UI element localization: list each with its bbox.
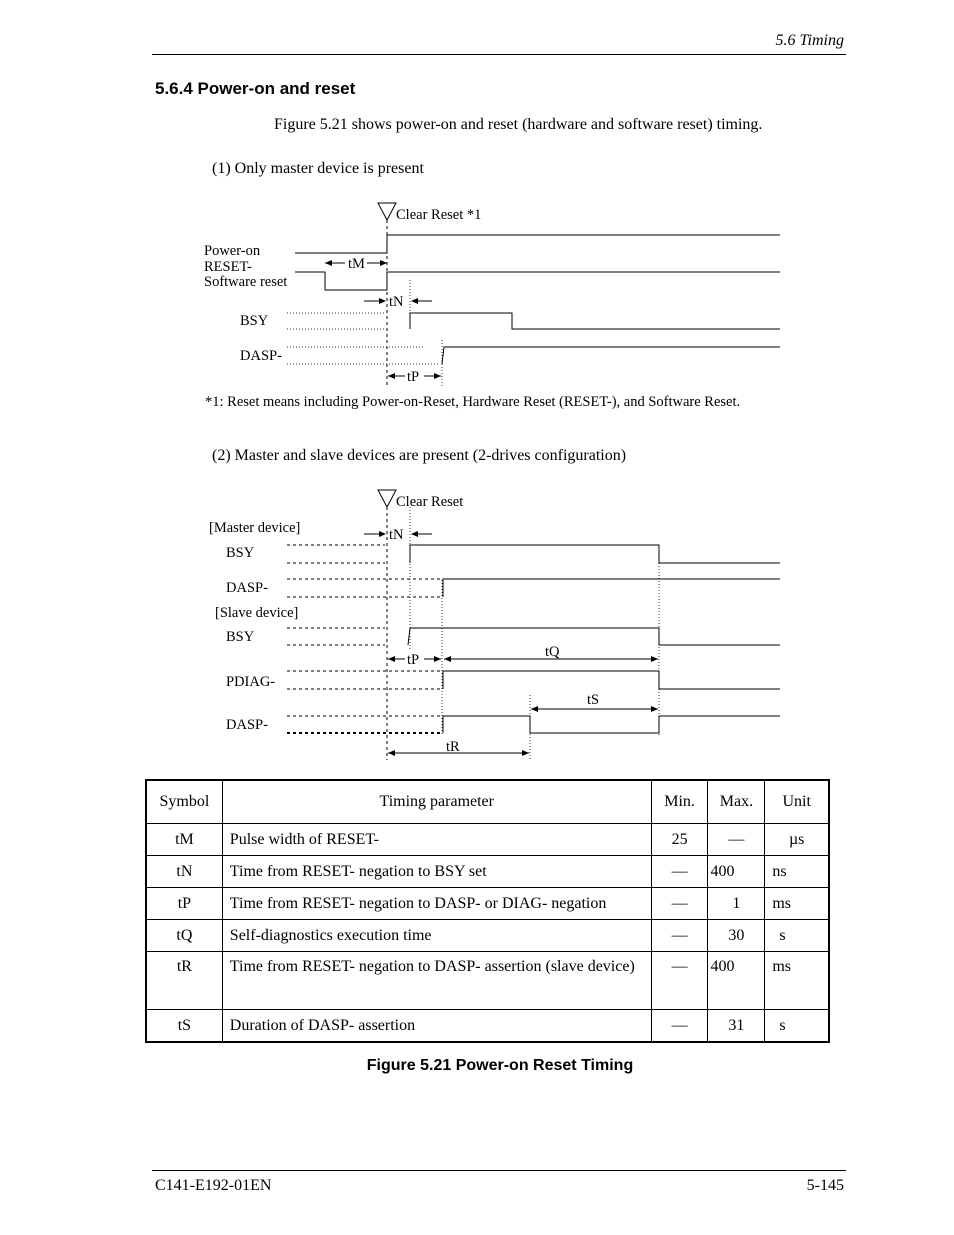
table-row	[146, 952, 829, 1010]
cell-parameter: Time from RESET- negation to DASP- assertion (slave device)	[222, 952, 651, 1010]
header-max: Max.	[708, 780, 765, 824]
tp-arrow-left-icon	[388, 656, 395, 662]
section-title: 5.6.4 Power-on and reset	[155, 79, 356, 98]
slave-device-label: [Slave device]	[215, 605, 299, 621]
cell-symbol: tM	[146, 824, 222, 856]
cell-min: —	[651, 920, 708, 952]
pdiag-label: PDIAG-	[226, 674, 276, 690]
dasp-label: DASP-	[240, 348, 282, 364]
cell-max: —	[708, 824, 765, 856]
cell-unit: s	[765, 920, 829, 952]
table-row	[146, 824, 829, 856]
header-parameter: Timing parameter	[222, 780, 651, 824]
master-dasp-signal	[443, 579, 780, 597]
bsy-label: BSY	[240, 313, 269, 329]
cell-min: —	[651, 888, 708, 920]
intro-paragraph: Figure 5.21 shows power-on and reset (hardware and software reset) timing.	[274, 116, 763, 133]
slave-bsy-signal	[408, 628, 780, 645]
slave-dasp-signal	[443, 716, 780, 733]
tp-label-2: tP	[407, 652, 420, 668]
cell-symbol: tQ	[146, 920, 222, 952]
clear-reset-label: Clear Reset *1	[396, 207, 482, 223]
table-row	[146, 888, 829, 920]
cell-min: —	[651, 952, 708, 1010]
master-bsy-label: BSY	[226, 545, 255, 561]
cell-parameter: Duration of DASP- assertion	[222, 1010, 651, 1043]
cell-symbol: tN	[146, 856, 222, 888]
figure-caption: Figure 5.21 Power-on Reset Timing	[366, 1057, 634, 1074]
header-min: Min.	[651, 780, 708, 824]
cell-unit: ns	[765, 856, 829, 888]
footnote: *1: Reset means including Power-on-Reset, Hardware Reset (RESET-), and Software Reset.	[205, 394, 741, 410]
cell-max: 400	[708, 856, 765, 888]
tm-label: tM	[348, 256, 365, 272]
cell-unit: ms	[765, 888, 829, 920]
timing-parameter-table	[145, 779, 830, 1043]
cell-min: 25	[651, 824, 708, 856]
cell-unit: ms	[765, 952, 829, 1010]
table-row	[146, 920, 829, 952]
cell-parameter: Self-diagnostics execution time	[222, 920, 651, 952]
slave-bsy-label: BSY	[226, 629, 255, 645]
pdiag-signal	[443, 671, 780, 689]
tp-label: tP	[407, 369, 420, 385]
footer-rule	[152, 1170, 846, 1171]
cell-unit: µs	[765, 824, 829, 856]
software-reset-label: Software reset	[204, 274, 288, 290]
reset-label: RESET-	[204, 259, 252, 275]
cell-symbol: tR	[146, 952, 222, 1010]
case1-title: (1) Only master device is present	[212, 160, 424, 177]
tp-arrow-right-icon	[434, 656, 441, 662]
running-header: 5.6 Timing	[775, 32, 844, 49]
clear-reset-marker-icon	[378, 490, 396, 507]
clear-reset-label-2: Clear Reset	[396, 494, 464, 510]
table-row	[146, 1010, 829, 1043]
tn-arrow-right-icon	[379, 531, 386, 537]
tn-label: tN	[389, 294, 404, 310]
header-symbol: Symbol	[146, 780, 222, 824]
master-bsy-signal	[410, 545, 780, 563]
cell-symbol: tS	[146, 1010, 222, 1043]
ts-label: tS	[587, 692, 600, 708]
cell-max: 1	[708, 888, 765, 920]
table-header-row	[146, 780, 829, 824]
tn-label-2: tN	[389, 527, 404, 543]
master-dasp-label: DASP-	[226, 580, 268, 596]
cell-max: 30	[708, 920, 765, 952]
master-device-label: [Master device]	[209, 520, 301, 536]
cell-parameter: Time from RESET- negation to DASP- or DIAG- negation	[222, 888, 651, 920]
slave-dasp-label: DASP-	[226, 717, 268, 733]
case2-title: (2) Master and slave devices are present (2-drives configuration)	[212, 447, 627, 464]
cell-max: 31	[708, 1010, 765, 1043]
cell-unit: s	[765, 1010, 829, 1043]
table-row	[146, 856, 829, 888]
cell-symbol: tP	[146, 888, 222, 920]
tn-arrow-left-icon	[411, 531, 418, 537]
power-on-label: Power-on	[204, 243, 261, 259]
cell-parameter: Pulse width of RESET-	[222, 824, 651, 856]
document-id: C141-E192-01EN	[155, 1177, 272, 1194]
page-number: 5-145	[806, 1177, 844, 1194]
tr-label: tR	[446, 739, 460, 755]
cell-max: 400	[708, 952, 765, 1010]
tq-label: tQ	[545, 644, 560, 660]
cell-min: —	[651, 1010, 708, 1043]
header-unit: Unit	[765, 780, 829, 824]
cell-min: —	[651, 856, 708, 888]
cell-parameter: Time from RESET- negation to BSY set	[222, 856, 651, 888]
